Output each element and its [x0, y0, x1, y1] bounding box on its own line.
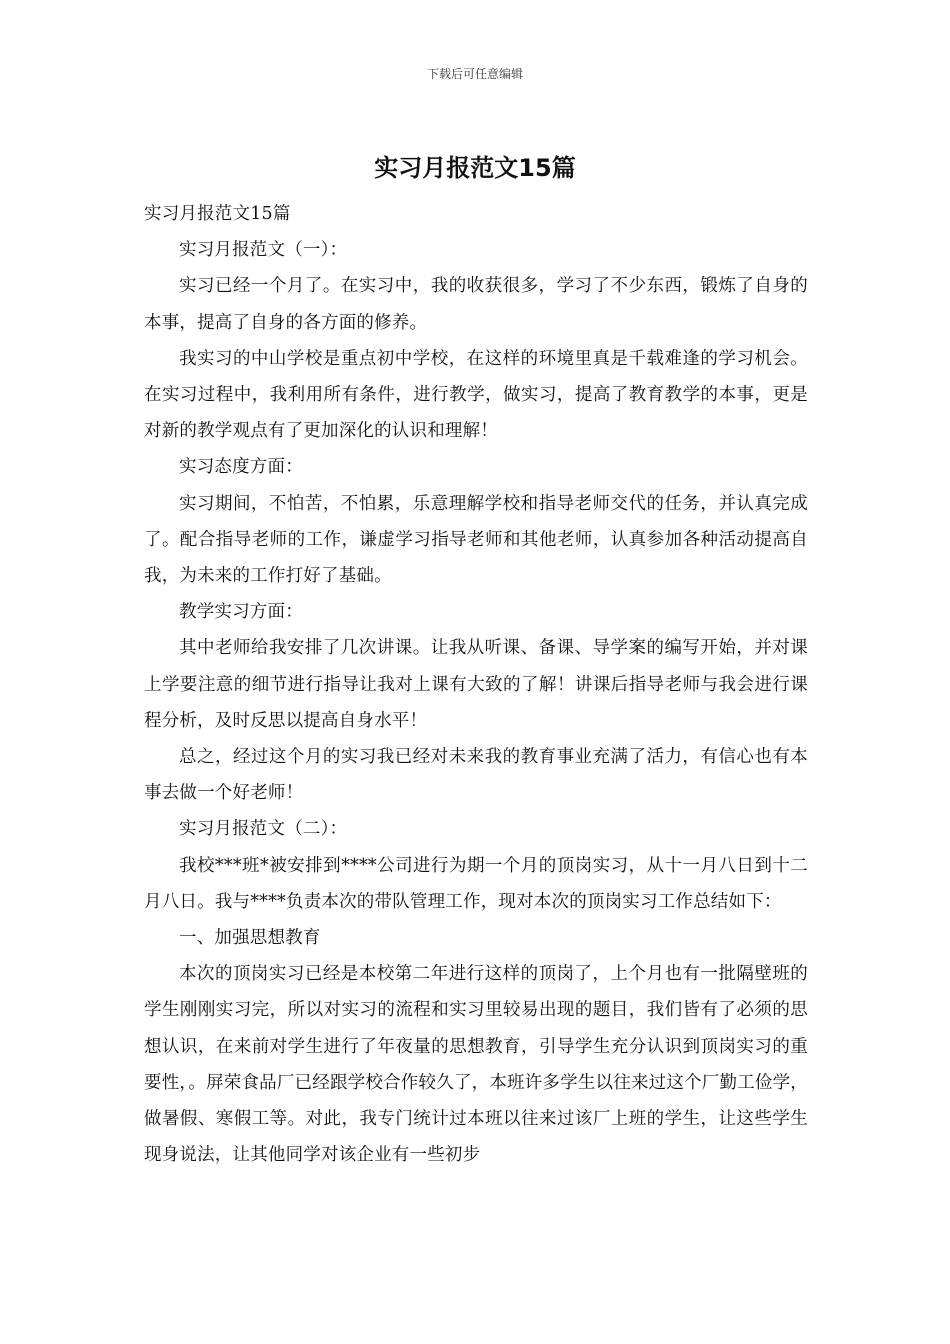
body-paragraph: 实习期间，不怕苦，不怕累，乐意理解学校和指导老师交代的任务，并认真完成了。配合指导老师的工作，谦虚学习指导老师和其他老师，认真参加各种活动提高自我，为未来的工作打好了基础。: [144, 493, 808, 587]
subheading-ideology: 一、加强思想教育: [179, 928, 321, 949]
body-paragraph: 总之，经过这个月的实习我已经对未来我的教育事业充满了活力，有信心也有本事去做一个好老师！: [144, 747, 808, 804]
body-paragraph: 我校***班*被安排到****公司进行为期一个月的顶岗实习，从十一月八日到十二月八日。我与****负责本次的带队管理工作，现对本次的顶岗实习工作总结如下：: [144, 855, 808, 912]
body-paragraph: 其中老师给我安排了几次讲课。让我从听课、备课、导学案的编写开始，并对课上学要注意的细节进行指导让我对上课有大致的了解！讲课后指导老师与我会进行课程分析，及时反思以提高自身水平！: [144, 638, 808, 731]
body-paragraph: 本次的顶岗实习已经是本校第二年进行这样的顶岗了，上个月也有一批隔壁班的学生刚刚实习完，所以对实习的流程和实习里较易出现的题目，我们皆有了必须的思想认识，在来前对学生进行了年夜量的思想教育，引导学生充分认识到顶岗实习的重要性，。屏荣食品厂已经跟学校合作较久了，本班许多学生以往来过这个厂勤工俭学，做暑假、寒假工等。对此，我专门统计过本班以往来过该厂上班的学生，让这些学生现身说法，让其他同学对该企业有一些初步: [144, 964, 808, 1166]
subheading-teaching: 教学实习方面：: [179, 602, 303, 623]
body-paragraph: 我实习的中山学校是重点初中学校，在这样的环境里真是千载难逢的学习机会。在实习过程中，我利用所有条件，进行教学，做实习，提高了教育教学的本事，更是对新的教学观点有了更加深化的认识和理解！: [144, 348, 808, 442]
subheading-attitude: 实习态度方面：: [179, 457, 303, 478]
document-body: [144, 196, 808, 1173]
section-heading-1: 实习月报范文（一）：: [179, 240, 348, 261]
page-header-note: 下载后可任意编辑: [426, 67, 523, 81]
body-paragraph: 实习已经一个月了。在实习中，我的收获很多，学习了不少东西，锻炼了自身的本事，提高了自身的各方面的修养。: [144, 276, 808, 333]
section-heading-2: 实习月报范文（二）：: [179, 819, 348, 840]
document-title: 实习月报范文15篇: [374, 154, 576, 182]
subtitle-paragraph: 实习月报范文15篇: [144, 204, 291, 224]
